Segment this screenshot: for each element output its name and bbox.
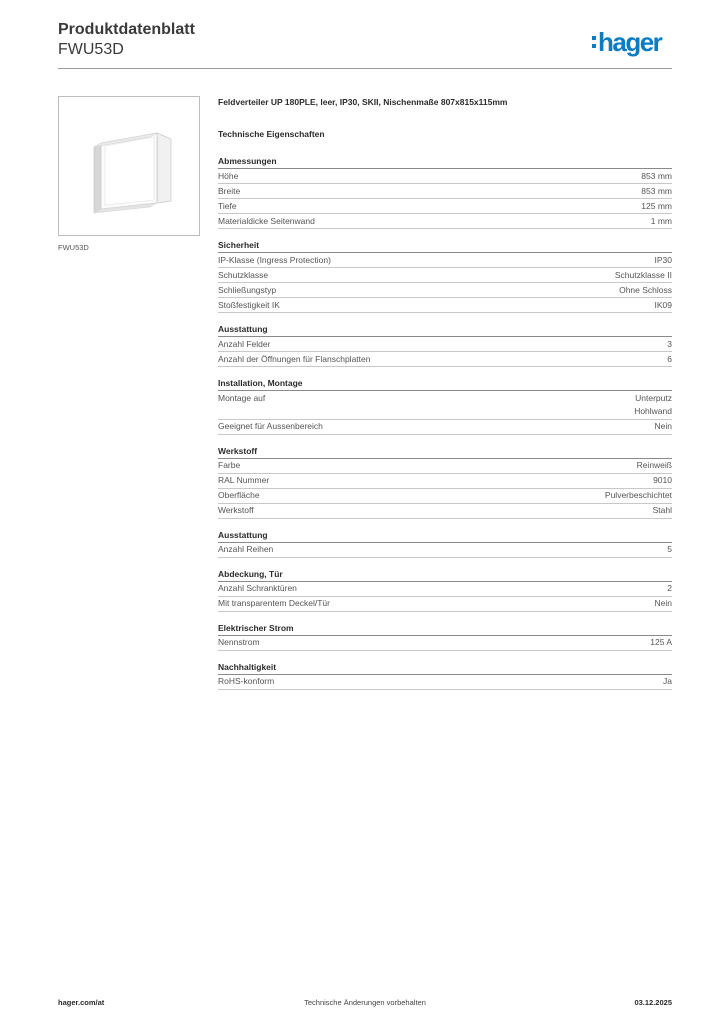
section-title: Ausstattung — [218, 530, 672, 543]
spec-row — [218, 199, 672, 214]
spec-row — [218, 636, 672, 651]
spec-row — [218, 474, 672, 489]
spec-label: Schutzklasse — [218, 269, 269, 280]
spec-label: Anzahl Felder — [218, 338, 271, 349]
spec-label: Montage auf — [218, 392, 266, 403]
spec-row — [218, 420, 672, 435]
spec-value: Nein — [654, 598, 672, 608]
spec-label: Mit transparentem Deckel/Tür — [218, 598, 330, 608]
spec-value: IP30 — [654, 254, 672, 265]
spec-value: 2 — [667, 583, 672, 593]
distribution-box-icon — [59, 97, 199, 235]
spec-section — [218, 623, 672, 651]
logo-text: hager — [598, 27, 662, 57]
spec-value: IK09 — [654, 299, 672, 310]
spec-row — [218, 459, 672, 474]
technical-properties-title: Technische Eigenschaften — [218, 129, 325, 139]
spec-value: Reinweiß — [636, 460, 672, 470]
spec-label: Schließungstyp — [218, 284, 277, 295]
spec-section — [218, 446, 672, 519]
spec-row — [218, 489, 672, 504]
footer-date: 03.12.2025 — [634, 998, 672, 1007]
footer-note: Technische Änderungen vorbehalten — [304, 998, 426, 1007]
spec-value: Schutzklasse II — [614, 269, 672, 280]
spec-row — [218, 283, 672, 298]
spec-value: Pulverbeschichtet — [604, 490, 672, 500]
spec-section — [218, 530, 672, 558]
section-title: Ausstattung — [218, 324, 672, 337]
spec-label: IP-Klasse (Ingress Protection) — [218, 254, 331, 265]
spec-label: Anzahl Reihen — [218, 544, 274, 554]
spec-value: 3 — [667, 338, 672, 349]
spec-value: 125 mm — [641, 200, 672, 211]
product-image — [58, 96, 200, 236]
spec-value: Ja — [663, 676, 672, 686]
spec-row — [218, 184, 672, 199]
spec-label: Tiefe — [218, 200, 237, 211]
section-title: Abdeckung, Tür — [218, 569, 672, 582]
spec-value: 9010 — [653, 475, 672, 485]
spec-row — [218, 169, 672, 184]
spec-label: Breite — [218, 185, 241, 196]
product-description: Feldverteiler UP 180PLE, leer, IP30, SKII, Nischenmaße 807x815x115mm — [218, 97, 508, 107]
brand-logo — [592, 28, 661, 56]
spec-row — [218, 214, 672, 229]
spec-value: 853 mm — [641, 185, 672, 196]
spec-sections — [218, 156, 672, 690]
spec-label: RoHS-konform — [218, 676, 275, 686]
spec-section — [218, 569, 672, 612]
section-title: Installation, Montage — [218, 378, 672, 391]
spec-label: Geeignet für Aussenbereich — [218, 421, 323, 431]
section-title: Sicherheit — [218, 240, 672, 253]
spec-section — [218, 378, 672, 435]
spec-section — [218, 156, 672, 229]
spec-label: Stoßfestigkeit IK — [218, 299, 280, 310]
spec-row — [218, 337, 672, 352]
spec-section — [218, 662, 672, 690]
image-caption: FWU53D — [58, 243, 89, 252]
spec-value: 6 — [667, 353, 672, 364]
spec-row — [218, 597, 672, 612]
spec-label: Anzahl Schranktüren — [218, 583, 297, 593]
spec-row — [218, 582, 672, 597]
header-divider — [58, 68, 672, 69]
spec-section — [218, 240, 672, 313]
spec-label: Oberfläche — [218, 490, 260, 500]
section-title: Nachhaltigkeit — [218, 662, 672, 675]
spec-value: 1 mm — [650, 215, 672, 226]
spec-value: Unterputz Hohlwand — [634, 392, 672, 416]
footer-website: hager.com/at — [58, 998, 105, 1007]
section-title: Werkstoff — [218, 446, 672, 459]
section-title: Elektrischer Strom — [218, 623, 672, 636]
spec-row — [218, 504, 672, 519]
spec-value: 125 A — [650, 637, 672, 647]
spec-label: Werkstoff — [218, 505, 254, 515]
product-code: FWU53D — [58, 41, 124, 58]
spec-section — [218, 324, 672, 367]
spec-value: Nein — [654, 421, 672, 431]
spec-row — [218, 298, 672, 313]
spec-label: RAL Nummer — [218, 475, 270, 485]
spec-label: Anzahl der Öffnungen für Flanschplatten — [218, 353, 371, 364]
spec-row — [218, 391, 672, 420]
spec-label: Materialdicke Seitenwand — [218, 215, 315, 226]
specifications — [218, 96, 672, 701]
spec-row — [218, 543, 672, 558]
spec-row — [218, 268, 672, 283]
spec-label: Höhe — [218, 170, 239, 181]
spec-row — [218, 675, 672, 690]
spec-value: 5 — [667, 544, 672, 554]
section-title: Abmessungen — [218, 156, 672, 169]
document-title: Produktdatenblatt — [58, 21, 195, 38]
spec-label: Nennstrom — [218, 637, 260, 647]
spec-value: 853 mm — [641, 170, 672, 181]
document-header — [58, 20, 195, 60]
spec-row — [218, 253, 672, 268]
logo-dots-icon — [592, 36, 596, 48]
spec-value: Stahl — [652, 505, 672, 515]
spec-label: Farbe — [218, 460, 241, 470]
spec-value: Ohne Schloss — [619, 284, 672, 295]
spec-row — [218, 352, 672, 367]
